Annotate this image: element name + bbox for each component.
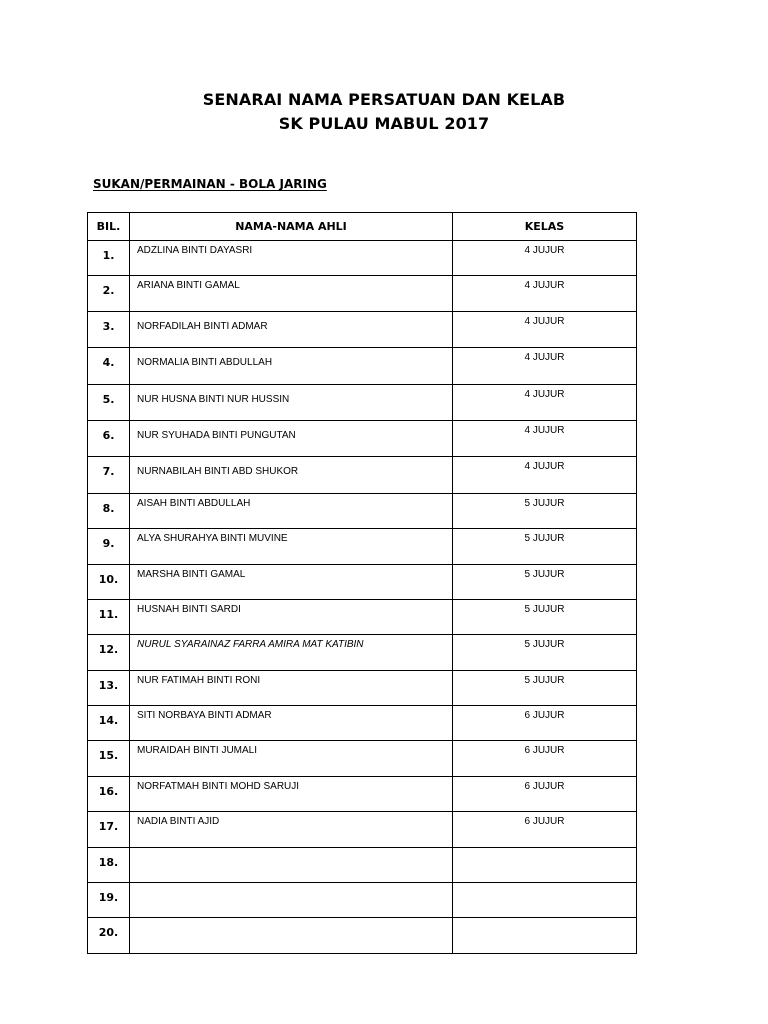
member-table <box>87 212 637 954</box>
row-number: 1. <box>88 241 130 276</box>
member-class: 4 JUJUR <box>453 311 637 347</box>
column-header-bil: BIL. <box>88 213 130 241</box>
table-row <box>88 670 637 705</box>
row-number: 16. <box>88 776 130 811</box>
member-class <box>453 847 637 882</box>
table-row <box>88 241 637 276</box>
table-row <box>88 311 637 347</box>
table-row <box>88 635 637 670</box>
row-number: 14. <box>88 706 130 741</box>
table-row <box>88 741 637 776</box>
row-number: 12. <box>88 635 130 670</box>
member-name: AISAH BINTI ABDULLAH <box>130 493 453 528</box>
member-class <box>453 918 637 953</box>
row-number: 15. <box>88 741 130 776</box>
member-name: ADZLINA BINTI DAYASRI <box>130 241 453 276</box>
member-name: HUSNAH BINTI SARDI <box>130 599 453 634</box>
row-number: 9. <box>88 529 130 564</box>
row-number: 11. <box>88 599 130 634</box>
member-name: NORFADILAH BINTI ADMAR <box>130 311 453 347</box>
row-number: 7. <box>88 457 130 493</box>
member-name: NORMALIA BINTI ABDULLAH <box>130 348 453 384</box>
member-name: SITI NORBAYA BINTI ADMAR <box>130 706 453 741</box>
row-number: 20. <box>88 918 130 953</box>
member-class: 5 JUJUR <box>453 670 637 705</box>
row-number: 13. <box>88 670 130 705</box>
table-row <box>88 457 637 493</box>
table-row <box>88 812 637 847</box>
member-name: NURNABILAH BINTI ABD SHUKOR <box>130 457 453 493</box>
table-row <box>88 420 637 456</box>
row-number: 17. <box>88 812 130 847</box>
member-name: ALYA SHURAHYA BINTI MUVINE <box>130 529 453 564</box>
row-number: 2. <box>88 276 130 311</box>
member-name: ARIANA BINTI GAMAL <box>130 276 453 311</box>
member-class: 5 JUJUR <box>453 493 637 528</box>
member-class: 5 JUJUR <box>453 635 637 670</box>
member-class <box>453 883 637 918</box>
member-name: NUR FATIMAH BINTI RONI <box>130 670 453 705</box>
table-row <box>88 599 637 634</box>
member-class: 4 JUJUR <box>453 348 637 384</box>
member-class: 4 JUJUR <box>453 420 637 456</box>
member-name <box>130 883 453 918</box>
member-class: 6 JUJUR <box>453 706 637 741</box>
column-header-kelas: KELAS <box>453 213 637 241</box>
table-row <box>88 384 637 420</box>
member-class: 5 JUJUR <box>453 599 637 634</box>
table-row <box>88 918 637 953</box>
member-name: MARSHA BINTI GAMAL <box>130 564 453 599</box>
row-number: 4. <box>88 348 130 384</box>
member-class: 6 JUJUR <box>453 812 637 847</box>
table-row <box>88 493 637 528</box>
member-name: NORFATMAH BINTI MOHD SARUJI <box>130 776 453 811</box>
table-row <box>88 276 637 311</box>
row-number: 6. <box>88 420 130 456</box>
member-class: 5 JUJUR <box>453 564 637 599</box>
row-number: 8. <box>88 493 130 528</box>
row-number: 5. <box>88 384 130 420</box>
row-number: 18. <box>88 847 130 882</box>
table-row <box>88 564 637 599</box>
member-class: 4 JUJUR <box>453 276 637 311</box>
table-header-row <box>88 213 637 241</box>
table-row <box>88 776 637 811</box>
column-header-name: NAMA-NAMA AHLI <box>130 213 453 241</box>
member-name: MURAIDAH BINTI JUMALI <box>130 741 453 776</box>
table-row <box>88 706 637 741</box>
document-title: SENARAI NAMA PERSATUAN DAN KELAB <box>202 90 566 109</box>
member-name <box>130 918 453 953</box>
member-class: 4 JUJUR <box>453 384 637 420</box>
section-heading: SUKAN/PERMAINAN - BOLA JARING <box>93 177 327 191</box>
member-name: NUR HUSNA BINTI NUR HUSSIN <box>130 384 453 420</box>
member-class: 4 JUJUR <box>453 457 637 493</box>
member-class: 5 JUJUR <box>453 529 637 564</box>
member-name: NURUL SYARAINAZ FARRA AMIRA MAT KATIBIN <box>130 635 453 670</box>
member-class: 4 JUJUR <box>453 241 637 276</box>
row-number: 3. <box>88 311 130 347</box>
member-name: NADIA BINTI AJID <box>130 812 453 847</box>
member-name: NUR SYUHADA BINTI PUNGUTAN <box>130 420 453 456</box>
member-name <box>130 847 453 882</box>
row-number: 19. <box>88 883 130 918</box>
member-class: 6 JUJUR <box>453 741 637 776</box>
row-number: 10. <box>88 564 130 599</box>
member-class: 6 JUJUR <box>453 776 637 811</box>
table-row <box>88 883 637 918</box>
document-subtitle-school: SK PULAU MABUL 2017 <box>278 114 490 133</box>
table-row <box>88 847 637 882</box>
table-row <box>88 529 637 564</box>
table-row <box>88 348 637 384</box>
